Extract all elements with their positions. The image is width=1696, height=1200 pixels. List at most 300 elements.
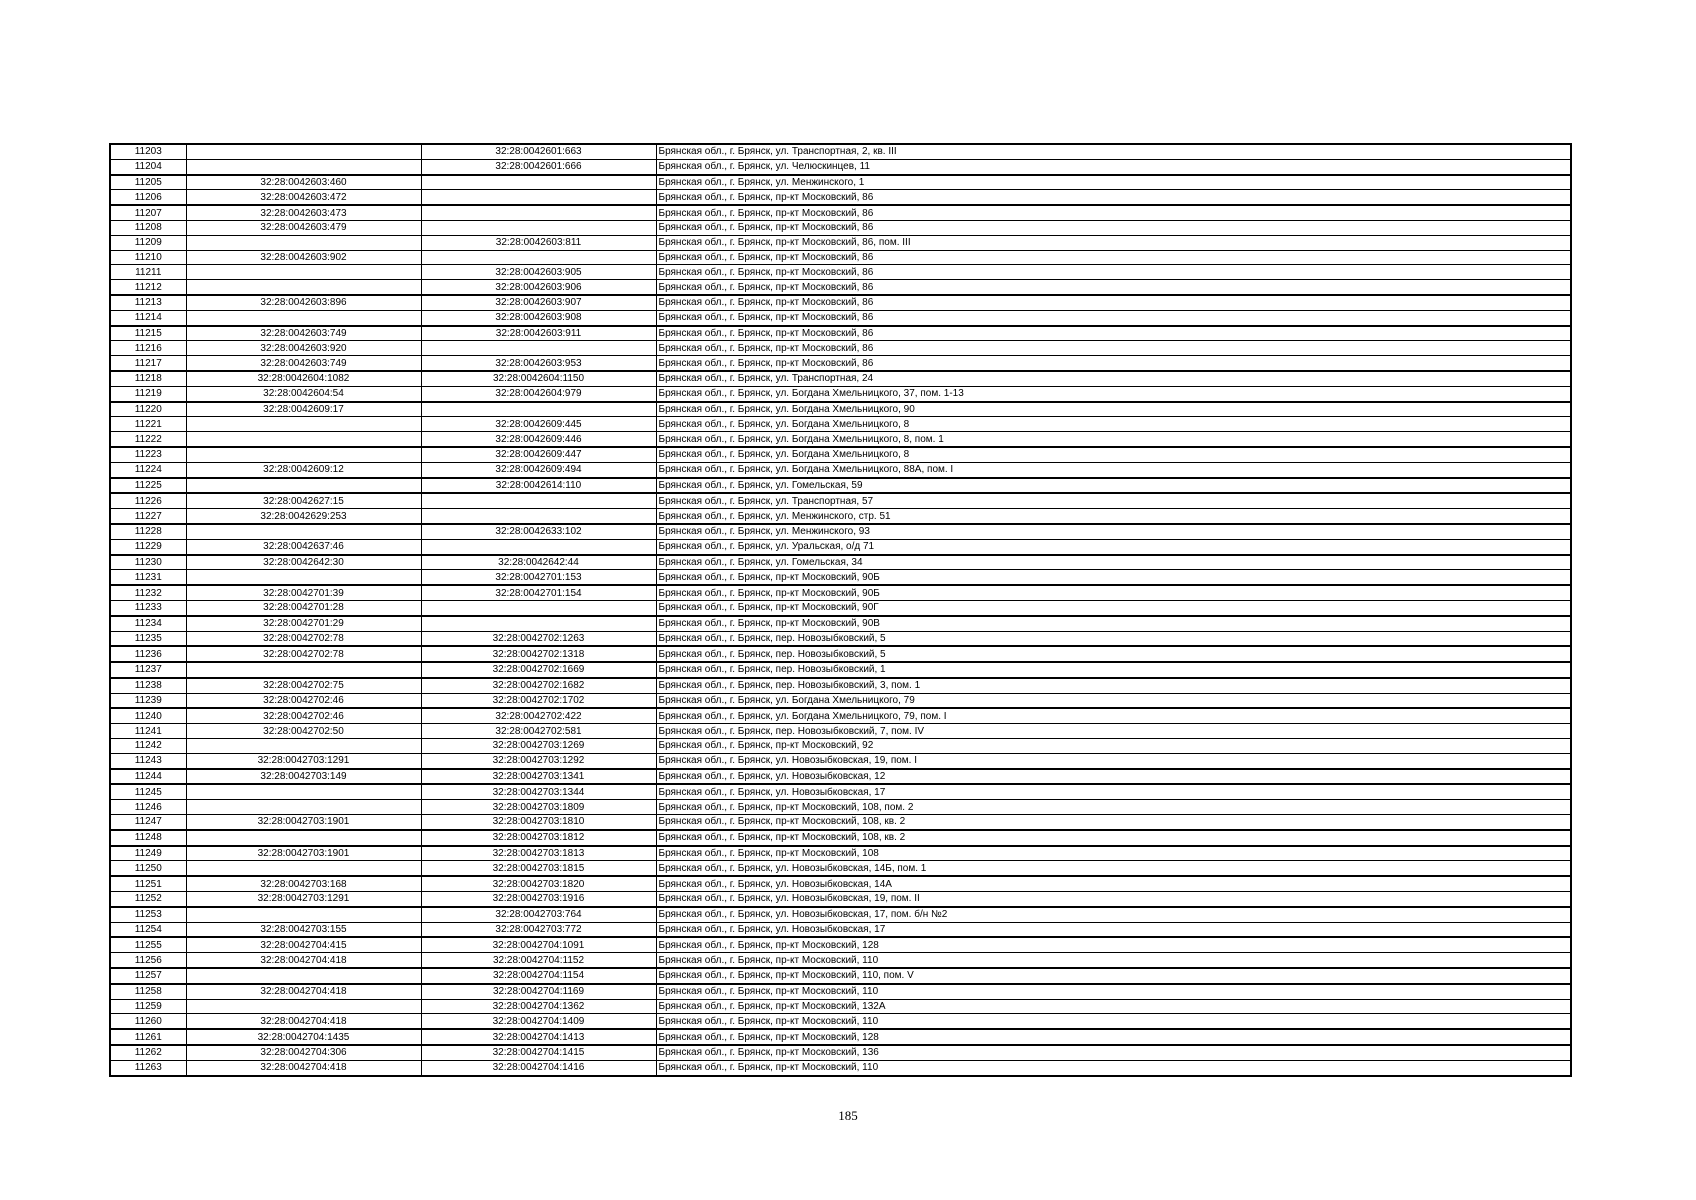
cadastral-number-object-cell: 32:28:0042609:494 bbox=[421, 462, 656, 477]
table-row bbox=[110, 708, 1571, 723]
cadastral-number-object-cell: 32:28:0042703:1812 bbox=[421, 830, 656, 846]
table-row bbox=[110, 892, 1571, 907]
address-cell: Брянская обл., г. Брянск, пр-кт Московский, 90Б bbox=[656, 570, 1571, 585]
cadastral-number-land-cell: 32:28:0042637:46 bbox=[186, 539, 421, 554]
address-cell: Брянская обл., г. Брянск, ул. Новозыбковская, 17, пом. б/н №2 bbox=[656, 907, 1571, 922]
cadastral-number-object-cell: 32:28:0042703:1341 bbox=[421, 769, 656, 785]
cadastral-number-object-cell bbox=[421, 205, 656, 220]
table-row bbox=[110, 539, 1571, 554]
table-row bbox=[110, 999, 1571, 1014]
table-row bbox=[110, 1029, 1571, 1045]
address-cell: Брянская обл., г. Брянск, пр-кт Московский, 86 bbox=[656, 265, 1571, 280]
cadastral-number-object-cell: 32:28:0042703:1344 bbox=[421, 784, 656, 799]
registry-table bbox=[109, 143, 1572, 1077]
cadastral-number-land-cell bbox=[186, 784, 421, 799]
cadastral-number-object-cell: 32:28:0042609:445 bbox=[421, 417, 656, 432]
address-cell: Брянская обл., г. Брянск, пр-кт Московский, 110 bbox=[656, 1014, 1571, 1029]
table-row bbox=[110, 341, 1571, 356]
address-cell: Брянская обл., г. Брянск, пер. Новозыбковский, 7, пом. IV bbox=[656, 724, 1571, 739]
address-cell: Брянская обл., г. Брянск, пр-кт Московский, 90В bbox=[656, 616, 1571, 631]
cadastral-number-land-cell: 32:28:0042703:149 bbox=[186, 769, 421, 785]
table-row bbox=[110, 631, 1571, 646]
table-row bbox=[110, 205, 1571, 220]
row-number-cell: 11203 bbox=[110, 144, 186, 159]
table-row bbox=[110, 509, 1571, 524]
cadastral-number-object-cell: 32:28:0042703:1820 bbox=[421, 876, 656, 891]
cadastral-number-object-cell: 32:28:0042603:911 bbox=[421, 326, 656, 341]
cadastral-number-object-cell: 32:28:0042614:110 bbox=[421, 478, 656, 494]
cadastral-number-land-cell: 32:28:0042603:920 bbox=[186, 341, 421, 356]
table-row bbox=[110, 800, 1571, 815]
address-cell: Брянская обл., г. Брянск, пр-кт Московский, 86 bbox=[656, 341, 1571, 356]
address-cell: Брянская обл., г. Брянск, пр-кт Московский, 86, пом. III bbox=[656, 235, 1571, 250]
table-row bbox=[110, 462, 1571, 477]
cadastral-number-object-cell bbox=[421, 600, 656, 615]
cadastral-number-object-cell: 32:28:0042703:1813 bbox=[421, 846, 656, 861]
address-cell: Брянская обл., г. Брянск, ул. Богдана Хмельницкого, 90 bbox=[656, 402, 1571, 417]
cadastral-number-land-cell bbox=[186, 524, 421, 539]
row-number-cell: 11210 bbox=[110, 250, 186, 265]
table-row bbox=[110, 907, 1571, 922]
row-number-cell: 11225 bbox=[110, 478, 186, 494]
cadastral-number-land-cell: 32:28:0042702:78 bbox=[186, 646, 421, 662]
row-number-cell: 11212 bbox=[110, 280, 186, 295]
cadastral-number-land-cell bbox=[186, 830, 421, 846]
row-number-cell: 11217 bbox=[110, 356, 186, 371]
address-cell: Брянская обл., г. Брянск, пр-кт Московский, 110 bbox=[656, 984, 1571, 999]
cadastral-number-land-cell: 32:28:0042702:50 bbox=[186, 724, 421, 739]
table-row bbox=[110, 265, 1571, 280]
registry-table-body bbox=[110, 144, 1571, 1076]
row-number-cell: 11223 bbox=[110, 447, 186, 462]
cadastral-number-land-cell bbox=[186, 478, 421, 494]
address-cell: Брянская обл., г. Брянск, пр-кт Московский, 108, пом. 2 bbox=[656, 800, 1571, 815]
address-cell: Брянская обл., г. Брянск, пр-кт Московский, 110 bbox=[656, 953, 1571, 968]
table-row bbox=[110, 753, 1571, 768]
cadastral-number-object-cell bbox=[421, 175, 656, 190]
table-row bbox=[110, 861, 1571, 876]
table-row bbox=[110, 1045, 1571, 1060]
address-cell: Брянская обл., г. Брянск, пр-кт Московский, 136 bbox=[656, 1045, 1571, 1060]
cadastral-number-object-cell: 32:28:0042702:1263 bbox=[421, 631, 656, 646]
table-row bbox=[110, 784, 1571, 799]
cadastral-number-land-cell: 32:28:0042603:473 bbox=[186, 205, 421, 220]
table-row bbox=[110, 220, 1571, 235]
row-number-cell: 11218 bbox=[110, 371, 186, 386]
address-cell: Брянская обл., г. Брянск, пр-кт Московский, 86 bbox=[656, 250, 1571, 265]
cadastral-number-land-cell: 32:28:0042603:749 bbox=[186, 356, 421, 371]
cadastral-number-object-cell bbox=[421, 220, 656, 235]
address-cell: Брянская обл., г. Брянск, ул. Уральская, о/д 71 bbox=[656, 539, 1571, 554]
cadastral-number-object-cell: 32:28:0042702:1682 bbox=[421, 678, 656, 693]
cadastral-number-land-cell: 32:28:0042704:418 bbox=[186, 984, 421, 999]
cadastral-number-object-cell: 32:28:0042703:1916 bbox=[421, 892, 656, 907]
table-row bbox=[110, 846, 1571, 861]
table-row bbox=[110, 693, 1571, 708]
table-row bbox=[110, 478, 1571, 494]
address-cell: Брянская обл., г. Брянск, пр-кт Московский, 110 bbox=[656, 1060, 1571, 1075]
address-cell: Брянская обл., г. Брянск, пр-кт Московский, 92 bbox=[656, 739, 1571, 754]
table-row bbox=[110, 295, 1571, 310]
cadastral-number-land-cell bbox=[186, 417, 421, 432]
address-cell: Брянская обл., г. Брянск, ул. Менжинского, стр. 51 bbox=[656, 509, 1571, 524]
row-number-cell: 11244 bbox=[110, 769, 186, 785]
cadastral-number-object-cell: 32:28:0042604:979 bbox=[421, 386, 656, 401]
row-number-cell: 11246 bbox=[110, 800, 186, 815]
table-row bbox=[110, 555, 1571, 570]
row-number-cell: 11234 bbox=[110, 616, 186, 631]
cadastral-number-object-cell: 32:28:0042703:1809 bbox=[421, 800, 656, 815]
cadastral-number-land-cell: 32:28:0042627:15 bbox=[186, 493, 421, 508]
address-cell: Брянская обл., г. Брянск, ул. Богдана Хмельницкого, 79, пом. I bbox=[656, 708, 1571, 723]
row-number-cell: 11260 bbox=[110, 1014, 186, 1029]
table-row bbox=[110, 616, 1571, 631]
table-row bbox=[110, 876, 1571, 891]
row-number-cell: 11242 bbox=[110, 739, 186, 754]
row-number-cell: 11248 bbox=[110, 830, 186, 846]
address-cell: Брянская обл., г. Брянск, пр-кт Московский, 86 bbox=[656, 326, 1571, 341]
table-row bbox=[110, 646, 1571, 662]
cadastral-number-land-cell bbox=[186, 280, 421, 295]
cadastral-number-land-cell: 32:28:0042603:749 bbox=[186, 326, 421, 341]
row-number-cell: 11239 bbox=[110, 693, 186, 708]
cadastral-number-land-cell bbox=[186, 159, 421, 174]
row-number-cell: 11206 bbox=[110, 190, 186, 205]
table-row bbox=[110, 1060, 1571, 1075]
cadastral-number-object-cell bbox=[421, 341, 656, 356]
row-number-cell: 11252 bbox=[110, 892, 186, 907]
cadastral-number-object-cell: 32:28:0042601:663 bbox=[421, 144, 656, 159]
address-cell: Брянская обл., г. Брянск, ул. Новозыбковская, 17 bbox=[656, 922, 1571, 937]
cadastral-number-land-cell bbox=[186, 265, 421, 280]
address-cell: Брянская обл., г. Брянск, ул. Транспортная, 24 bbox=[656, 371, 1571, 386]
cadastral-number-object-cell: 32:28:0042702:1669 bbox=[421, 662, 656, 678]
cadastral-number-object-cell: 32:28:0042701:154 bbox=[421, 585, 656, 600]
address-cell: Брянская обл., г. Брянск, пр-кт Московский, 108, кв. 2 bbox=[656, 815, 1571, 830]
address-cell: Брянская обл., г. Брянск, пр-кт Московский, 86 bbox=[656, 220, 1571, 235]
table-row bbox=[110, 386, 1571, 401]
cadastral-number-object-cell: 32:28:0042603:811 bbox=[421, 235, 656, 250]
cadastral-number-land-cell: 32:28:0042704:306 bbox=[186, 1045, 421, 1060]
address-cell: Брянская обл., г. Брянск, пр-кт Московский, 86 bbox=[656, 190, 1571, 205]
table-row bbox=[110, 432, 1571, 447]
table-row bbox=[110, 984, 1571, 999]
cadastral-number-object-cell: 32:28:0042704:1169 bbox=[421, 984, 656, 999]
address-cell: Брянская обл., г. Брянск, пер. Новозыбковский, 1 bbox=[656, 662, 1571, 678]
cadastral-number-land-cell bbox=[186, 447, 421, 462]
address-cell: Брянская обл., г. Брянск, пр-кт Московский, 86 bbox=[656, 356, 1571, 371]
cadastral-number-land-cell: 32:28:0042701:29 bbox=[186, 616, 421, 631]
table-row bbox=[110, 937, 1571, 952]
table-row bbox=[110, 524, 1571, 539]
table-row bbox=[110, 356, 1571, 371]
table-row bbox=[110, 662, 1571, 678]
row-number-cell: 11226 bbox=[110, 493, 186, 508]
address-cell: Брянская обл., г. Брянск, пр-кт Московский, 86 bbox=[656, 295, 1571, 310]
address-cell: Брянская обл., г. Брянск, ул. Транспортная, 57 bbox=[656, 493, 1571, 508]
cadastral-number-object-cell: 32:28:0042702:581 bbox=[421, 724, 656, 739]
address-cell: Брянская обл., г. Брянск, ул. Новозыбковская, 14А bbox=[656, 876, 1571, 891]
address-cell: Брянская обл., г. Брянск, пр-кт Московский, 128 bbox=[656, 937, 1571, 952]
address-cell: Брянская обл., г. Брянск, ул. Богдана Хмельницкого, 8 bbox=[656, 447, 1571, 462]
row-number-cell: 11247 bbox=[110, 815, 186, 830]
row-number-cell: 11259 bbox=[110, 999, 186, 1014]
cadastral-number-land-cell: 32:28:0042703:1291 bbox=[186, 892, 421, 907]
cadastral-number-land-cell: 32:28:0042703:155 bbox=[186, 922, 421, 937]
address-cell: Брянская обл., г. Брянск, пр-кт Московский, 90Г bbox=[656, 600, 1571, 615]
address-cell: Брянская обл., г. Брянск, пр-кт Московский, 90Б bbox=[656, 585, 1571, 600]
table-row bbox=[110, 922, 1571, 937]
cadastral-number-land-cell: 32:28:0042603:479 bbox=[186, 220, 421, 235]
address-cell: Брянская обл., г. Брянск, ул. Новозыбковская, 17 bbox=[656, 784, 1571, 799]
cadastral-number-object-cell: 32:28:0042703:1269 bbox=[421, 739, 656, 754]
row-number-cell: 11237 bbox=[110, 662, 186, 678]
address-cell: Брянская обл., г. Брянск, ул. Новозыбковская, 12 bbox=[656, 769, 1571, 785]
cadastral-number-object-cell bbox=[421, 402, 656, 417]
row-number-cell: 11243 bbox=[110, 753, 186, 768]
table-row bbox=[110, 585, 1571, 600]
cadastral-number-object-cell: 32:28:0042704:1091 bbox=[421, 937, 656, 952]
row-number-cell: 11250 bbox=[110, 861, 186, 876]
address-cell: Брянская обл., г. Брянск, ул. Новозыбковская, 19, пом. I bbox=[656, 753, 1571, 768]
address-cell: Брянская обл., г. Брянск, пер. Новозыбковский, 3, пом. 1 bbox=[656, 678, 1571, 693]
cadastral-number-land-cell: 32:28:0042703:1901 bbox=[186, 846, 421, 861]
address-cell: Брянская обл., г. Брянск, пер. Новозыбковский, 5 bbox=[656, 646, 1571, 662]
row-number-cell: 11207 bbox=[110, 205, 186, 220]
address-cell: Брянская обл., г. Брянск, пр-кт Московский, 132А bbox=[656, 999, 1571, 1014]
table-row bbox=[110, 678, 1571, 693]
row-number-cell: 11257 bbox=[110, 968, 186, 984]
cadastral-number-land-cell: 32:28:0042704:418 bbox=[186, 1060, 421, 1075]
row-number-cell: 11216 bbox=[110, 341, 186, 356]
cadastral-number-land-cell: 32:28:0042703:1291 bbox=[186, 753, 421, 768]
address-cell: Брянская обл., г. Брянск, пр-кт Московский, 110, пом. V bbox=[656, 968, 1571, 984]
address-cell: Брянская обл., г. Брянск, пр-кт Московский, 86 bbox=[656, 205, 1571, 220]
table-row bbox=[110, 402, 1571, 417]
cadastral-number-land-cell: 32:28:0042702:75 bbox=[186, 678, 421, 693]
cadastral-number-object-cell: 32:28:0042609:446 bbox=[421, 432, 656, 447]
cadastral-number-land-cell bbox=[186, 907, 421, 922]
table-row bbox=[110, 1014, 1571, 1029]
table-row bbox=[110, 600, 1571, 615]
table-row bbox=[110, 570, 1571, 585]
address-cell: Брянская обл., г. Брянск, ул. Богдана Хмельницкого, 8 bbox=[656, 417, 1571, 432]
table-row bbox=[110, 815, 1571, 830]
cadastral-number-land-cell: 32:28:0042603:460 bbox=[186, 175, 421, 190]
address-cell: Брянская обл., г. Брянск, ул. Гомельская, 59 bbox=[656, 478, 1571, 494]
cadastral-number-land-cell: 32:28:0042702:46 bbox=[186, 708, 421, 723]
cadastral-number-land-cell bbox=[186, 144, 421, 159]
cadastral-number-land-cell bbox=[186, 800, 421, 815]
cadastral-number-land-cell bbox=[186, 432, 421, 447]
table-row bbox=[110, 493, 1571, 508]
page-number: 185 bbox=[838, 1108, 858, 1123]
cadastral-number-object-cell: 32:28:0042704:1154 bbox=[421, 968, 656, 984]
cadastral-number-object-cell: 32:28:0042704:1362 bbox=[421, 999, 656, 1014]
row-number-cell: 11249 bbox=[110, 846, 186, 861]
row-number-cell: 11236 bbox=[110, 646, 186, 662]
cadastral-number-object-cell: 32:28:0042633:102 bbox=[421, 524, 656, 539]
cadastral-number-object-cell: 32:28:0042702:422 bbox=[421, 708, 656, 723]
cadastral-number-land-cell: 32:28:0042701:28 bbox=[186, 600, 421, 615]
address-cell: Брянская обл., г. Брянск, ул. Новозыбковская, 19, пом. II bbox=[656, 892, 1571, 907]
cadastral-number-object-cell: 32:28:0042702:1702 bbox=[421, 693, 656, 708]
row-number-cell: 11205 bbox=[110, 175, 186, 190]
row-number-cell: 11215 bbox=[110, 326, 186, 341]
row-number-cell: 11256 bbox=[110, 953, 186, 968]
row-number-cell: 11211 bbox=[110, 265, 186, 280]
address-cell: Брянская обл., г. Брянск, ул. Богдана Хмельницкого, 37, пом. 1-13 bbox=[656, 386, 1571, 401]
cadastral-number-object-cell: 32:28:0042704:1152 bbox=[421, 953, 656, 968]
cadastral-number-object-cell: 32:28:0042704:1415 bbox=[421, 1045, 656, 1060]
row-number-cell: 11254 bbox=[110, 922, 186, 937]
row-number-cell: 11219 bbox=[110, 386, 186, 401]
table-row bbox=[110, 326, 1571, 341]
row-number-cell: 11238 bbox=[110, 678, 186, 693]
row-number-cell: 11255 bbox=[110, 937, 186, 952]
cadastral-number-land-cell bbox=[186, 739, 421, 754]
row-number-cell: 11241 bbox=[110, 724, 186, 739]
address-cell: Брянская обл., г. Брянск, пр-кт Московский, 86 bbox=[656, 280, 1571, 295]
table-row bbox=[110, 144, 1571, 159]
cadastral-number-land-cell: 32:28:0042603:896 bbox=[186, 295, 421, 310]
cadastral-number-object-cell bbox=[421, 190, 656, 205]
row-number-cell: 11220 bbox=[110, 402, 186, 417]
cadastral-number-land-cell bbox=[186, 235, 421, 250]
row-number-cell: 11224 bbox=[110, 462, 186, 477]
table-row bbox=[110, 724, 1571, 739]
row-number-cell: 11209 bbox=[110, 235, 186, 250]
address-cell: Брянская обл., г. Брянск, ул. Челюскинцев, 11 bbox=[656, 159, 1571, 174]
address-cell: Брянская обл., г. Брянск, ул. Новозыбковская, 14Б, пом. 1 bbox=[656, 861, 1571, 876]
cadastral-number-object-cell: 32:28:0042603:953 bbox=[421, 356, 656, 371]
row-number-cell: 11261 bbox=[110, 1029, 186, 1045]
row-number-cell: 11221 bbox=[110, 417, 186, 432]
address-cell: Брянская обл., г. Брянск, ул. Менжинского, 1 bbox=[656, 175, 1571, 190]
table-row bbox=[110, 968, 1571, 984]
cadastral-number-land-cell bbox=[186, 968, 421, 984]
table-row bbox=[110, 371, 1571, 386]
table-row bbox=[110, 953, 1571, 968]
address-cell: Брянская обл., г. Брянск, ул. Гомельская, 34 bbox=[656, 555, 1571, 570]
address-cell: Брянская обл., г. Брянск, ул. Транспортная, 2, кв. III bbox=[656, 144, 1571, 159]
cadastral-number-object-cell bbox=[421, 616, 656, 631]
row-number-cell: 11258 bbox=[110, 984, 186, 999]
table-row bbox=[110, 159, 1571, 174]
cadastral-number-object-cell: 32:28:0042603:905 bbox=[421, 265, 656, 280]
cadastral-number-object-cell: 32:28:0042703:1810 bbox=[421, 815, 656, 830]
row-number-cell: 11229 bbox=[110, 539, 186, 554]
cadastral-number-object-cell: 32:28:0042642:44 bbox=[421, 555, 656, 570]
cadastral-number-land-cell bbox=[186, 861, 421, 876]
cadastral-number-land-cell: 32:28:0042704:418 bbox=[186, 953, 421, 968]
cadastral-number-object-cell: 32:28:0042704:1416 bbox=[421, 1060, 656, 1075]
row-number-cell: 11251 bbox=[110, 876, 186, 891]
cadastral-number-land-cell: 32:28:0042609:12 bbox=[186, 462, 421, 477]
cadastral-number-object-cell: 32:28:0042703:764 bbox=[421, 907, 656, 922]
cadastral-number-object-cell bbox=[421, 509, 656, 524]
cadastral-number-object-cell: 32:28:0042603:908 bbox=[421, 310, 656, 325]
address-cell: Брянская обл., г. Брянск, пр-кт Московский, 108, кв. 2 bbox=[656, 830, 1571, 846]
cadastral-number-land-cell: 32:28:0042701:39 bbox=[186, 585, 421, 600]
table-row bbox=[110, 417, 1571, 432]
row-number-cell: 11253 bbox=[110, 907, 186, 922]
address-cell: Брянская обл., г. Брянск, пр-кт Московский, 108 bbox=[656, 846, 1571, 861]
cadastral-number-land-cell: 32:28:0042702:78 bbox=[186, 631, 421, 646]
cadastral-number-object-cell: 32:28:0042703:772 bbox=[421, 922, 656, 937]
cadastral-number-object-cell: 32:28:0042601:666 bbox=[421, 159, 656, 174]
cadastral-number-object-cell: 32:28:0042701:153 bbox=[421, 570, 656, 585]
row-number-cell: 11214 bbox=[110, 310, 186, 325]
row-number-cell: 11204 bbox=[110, 159, 186, 174]
cadastral-number-land-cell: 32:28:0042704:1435 bbox=[186, 1029, 421, 1045]
table-row bbox=[110, 830, 1571, 846]
cadastral-number-land-cell: 32:28:0042604:54 bbox=[186, 386, 421, 401]
address-cell: Брянская обл., г. Брянск, ул. Богдана Хмельницкого, 88А, пом. I bbox=[656, 462, 1571, 477]
address-cell: Брянская обл., г. Брянск, ул. Богдана Хмельницкого, 8, пом. 1 bbox=[656, 432, 1571, 447]
cadastral-number-object-cell: 32:28:0042609:447 bbox=[421, 447, 656, 462]
row-number-cell: 11263 bbox=[110, 1060, 186, 1075]
row-number-cell: 11245 bbox=[110, 784, 186, 799]
cadastral-number-land-cell: 32:28:0042609:17 bbox=[186, 402, 421, 417]
table-row bbox=[110, 175, 1571, 190]
address-cell: Брянская обл., г. Брянск, пр-кт Московский, 128 bbox=[656, 1029, 1571, 1045]
row-number-cell: 11222 bbox=[110, 432, 186, 447]
cadastral-number-land-cell: 32:28:0042703:1901 bbox=[186, 815, 421, 830]
row-number-cell: 11227 bbox=[110, 509, 186, 524]
cadastral-number-object-cell: 32:28:0042603:907 bbox=[421, 295, 656, 310]
row-number-cell: 11232 bbox=[110, 585, 186, 600]
cadastral-number-land-cell bbox=[186, 999, 421, 1014]
cadastral-number-land-cell: 32:28:0042702:46 bbox=[186, 693, 421, 708]
cadastral-number-object-cell: 32:28:0042704:1413 bbox=[421, 1029, 656, 1045]
table-row bbox=[110, 250, 1571, 265]
cadastral-number-land-cell bbox=[186, 662, 421, 678]
cadastral-number-object-cell bbox=[421, 250, 656, 265]
table-row bbox=[110, 280, 1571, 295]
row-number-cell: 11235 bbox=[110, 631, 186, 646]
cadastral-number-land-cell: 32:28:0042642:30 bbox=[186, 555, 421, 570]
table-row bbox=[110, 739, 1571, 754]
table-row bbox=[110, 769, 1571, 785]
row-number-cell: 11213 bbox=[110, 295, 186, 310]
row-number-cell: 11208 bbox=[110, 220, 186, 235]
row-number-cell: 11262 bbox=[110, 1045, 186, 1060]
cadastral-number-object-cell: 32:28:0042702:1318 bbox=[421, 646, 656, 662]
row-number-cell: 11233 bbox=[110, 600, 186, 615]
cadastral-number-land-cell: 32:28:0042603:472 bbox=[186, 190, 421, 205]
cadastral-number-land-cell: 32:28:0042603:902 bbox=[186, 250, 421, 265]
cadastral-number-object-cell: 32:28:0042703:1292 bbox=[421, 753, 656, 768]
cadastral-number-object-cell bbox=[421, 493, 656, 508]
cadastral-number-land-cell bbox=[186, 570, 421, 585]
address-cell: Брянская обл., г. Брянск, пер. Новозыбковский, 5 bbox=[656, 631, 1571, 646]
address-cell: Брянская обл., г. Брянск, ул. Менжинского, 93 bbox=[656, 524, 1571, 539]
table-row bbox=[110, 235, 1571, 250]
cadastral-number-object-cell: 32:28:0042703:1815 bbox=[421, 861, 656, 876]
row-number-cell: 11231 bbox=[110, 570, 186, 585]
cadastral-number-land-cell: 32:28:0042604:1082 bbox=[186, 371, 421, 386]
address-cell: Брянская обл., г. Брянск, пр-кт Московский, 86 bbox=[656, 310, 1571, 325]
table-row bbox=[110, 447, 1571, 462]
cadastral-number-object-cell: 32:28:0042604:1150 bbox=[421, 371, 656, 386]
address-cell: Брянская обл., г. Брянск, ул. Богдана Хмельницкого, 79 bbox=[656, 693, 1571, 708]
cadastral-number-object-cell: 32:28:0042704:1409 bbox=[421, 1014, 656, 1029]
row-number-cell: 11228 bbox=[110, 524, 186, 539]
cadastral-number-land-cell: 32:28:0042704:415 bbox=[186, 937, 421, 952]
cadastral-number-object-cell bbox=[421, 539, 656, 554]
row-number-cell: 11240 bbox=[110, 708, 186, 723]
